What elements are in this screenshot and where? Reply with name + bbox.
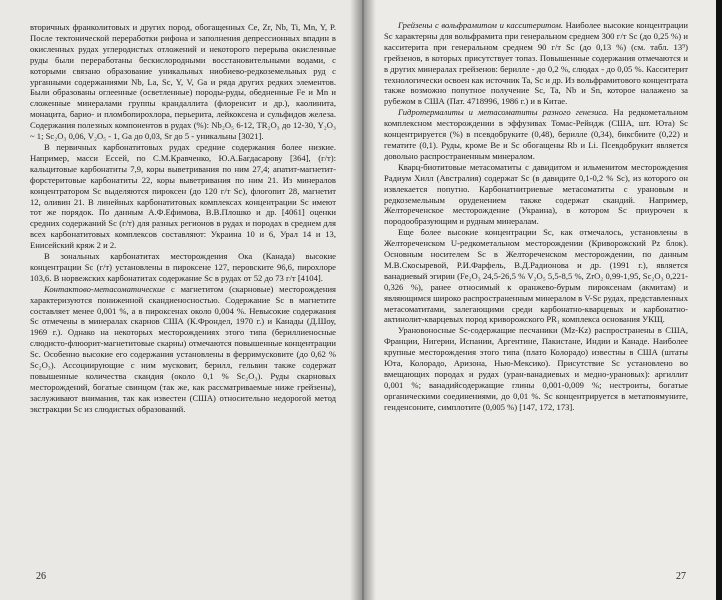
right-paragraph-2-lead: Гидротермалиты и метасоматиты разного генезиса.	[398, 107, 609, 118]
right-paragraph-2	[384, 107, 688, 162]
right-paragraph-2-body: На редкометальном комплексном месторождении в эффузивах Томас-Рейндж (США, шт. Юта) Sc концентрируется (%) в псевдобруките (0,48), берилле (0,34), биксбиите (0,22) и гематите (0,1). Руды, кроме Be и Sc обогащены Rb и Li. Псевдобрукит является довольно распространенным минералом.	[384, 107, 688, 161]
right-paragraph-5: Урановоносные Sc-содержащие песчаники (Mz-Kz) распространены в США, Франции, Нигерии, Испании, Аргентине, Пакистане, Индии и Канаде. Наиболее крупные месторождения этого типа (плато Колорадо) известны в США (штаты Юта, Колорадо, Аризона, Нью-Мексико). Присутствие Sc установлено во вмещающих породах и рудах (уран-ванадиевых и медно-урановых): аргиллит 0,001 %; ванадийсодержащие глины 0,001-0,009 %; нестроиты, богатые органическими соединениями, до 0,01 %. Sc концентрируется в метатюямуните, генденсоните, симплотите (0,005 %) [147, 172, 173].	[384, 325, 688, 412]
right-paragraph-3: Кварц-биотитовые метасоматиты с давидитом и ильменитом месторождения Радиум Хилл (Австралия) содержат Sc (в давидите 0,1-0,2 % Sc), из которого он извлекается попутно. Карбонатнитриевые метасоматиты с урановым и редкоземельным оруденением также содержат скандий. Например, Желтореченское месторождение (Украина), в котором Sc приурочен к породообразующим и рудным минералам.	[384, 161, 688, 227]
left-paragraph-4-body: с магнетитом (скарновые) месторождения характеризуются пониженной скандиеносностью. Содержание Sc в магнетите составляет менее 0,001 %, а в пироксенах около 0,004 %. Невысокие содержания Sc отмечены в минералах скарнов США (К.Фрондел, 1970 г.) и Канады (Д.Шоу, 1969 г.). Однако на некоторых месторождениях этого типа (бериллиеносные слюдисто-флюорит-магнетитовые скарны) отмечаются повышенные концентрации Sc. Особенно высокие его содержания установлены в ферримусковите (до 0,62 % Sc₂O₃). Ассоциирующие с ним мусковит, берилл, гельвин также содержат повышенные количества скандия (около 0,1 % Sc₂O₃). Руды скарновых месторождений, богатые свинцом (так же, как рассматриваемые ниже грейзены), заслуживают внимания, так как известен (США) относительно недорогой метод экстракции Sc из слюдистых образований.	[30, 283, 336, 414]
right-paragraph-1	[384, 20, 688, 107]
right-paragraph-1-lead: Грейзены с вольфрамитом и касситеритом.	[398, 20, 563, 30]
right-page-number: 27	[676, 571, 686, 582]
right-page	[362, 0, 722, 600]
right-paragraph-4: Еще более высокие концентрации Sc, как отмечалось, установлены в Желтореченском U-редкометальном месторождении (Криворожский Pz блок). Основным носителем Sc в Желтореченском месторождении, по данным М.В.Скосыревой, Р.И.Фарфель, В.Д.Радионова и др. (1991 г.), является ванадиевый эгирин (Fe₂O₃ 24,5-26,5 % V₂O₅ 5,5-8,5 %, ZrO₂ 0,99-1,95, Sc₂O₃ 0,221-0,326 %), ранее относимый к оранжево-бурым пироксенам (акмитам) и являющимся широко распространенным минералом в V-Sc рудах, представленных метасоматитами, залегающими среди карбонатно-кварцевых и карбонатно-актинолит-кварцевых пород криворожского PR₁ комплекса основания УКЩ.	[384, 227, 688, 325]
left-paragraph-4-lead: Контактово-метасоматические	[44, 283, 166, 294]
right-paragraph-1-body: Наиболее высокие концентрации Sc характерны для вольфрамита при генеральном среднем 300 г/т Sc (до 0,25 %) и касситерита при генеральном среднем 90 г/т Sc (до 0,13 %) (см. табл. 13⁹) грейзенов, в которых присутствует топаз. Повышенные содержания отмечаются и в других минералах грейзенов: берилле - до 0,2 %, слюдах - до 0,05 %. Касситерит технологически освоен как источник Ta, Sc и др. Из вольфрамитового концентрата также возможно попутное получение Sc, Ta, Nb и Sn, которое налажено за рубежом в США (Пат. 4718996, 1986 г.) и в Китае.	[384, 20, 688, 107]
left-page-text	[30, 22, 336, 415]
left-paragraph-2: В первичных карбонатитовых рудах средние содержания более низкие. Например, масси Ессей, по С.М.Кравченко, Ю.А.Багдасарову [364], (г/т): кальцитовые карбонатиты 7,9, коры выветривания по ним 27,4; апатит-магнетит-форстеритовые карбонатиты 22, коры выветривания по ним 21. Из минералов концентратором Sc выделяются пироксен (до 120 г/т Sc), флогопит 28, магнетит 12, оливин 21. В линейных карбонатитовых комплексах концентрации Sc имеют тот же порядок. По данным А.Ф.Ефимова, В.В.Плошко и др. [4061] оценки средних содержаний Sc (г/т) для разных регионов в рудах и породах в среднем для всех карбонатитовых комплексов составляют: Украина 10 и 6, Урал 14 и 13, Енисейский кряж 2 и 2.	[30, 141, 336, 251]
left-paragraph-1: вторичных франколитовых и других пород, обогащенных Ce, Zr, Nb, Ti, Mn, Y, P. После тектонической переработки рифона и заполнения депрессионных впадин в окисленных рудах углеродистых отложений и некоторого перерыва окисленные руды были переработаны бескислородными восстановительными водами, с которыми связано образование уникальных ниобиево-редкоземельных руд с урганными содержаниями Nb, La, Sc, Y, V, Ga и ряда других редких элементов. Были образованы оглеенные (осветленные) породы-руды, обедненные Fe и Mn и сложенные минералами группы крандаллита (флоренсит и др.), каолинита, монацита, барио- и пломбопирохлора, перьерита, лейкоксена и сульфидов железа. Содержания полезных компонентов в рудах (%): Nb₂O₅ 6-12, TR₂O₃ до 12-30, Y₂O₃ ~ 1; Sc₂O₃ 0,06, V₂O₅ - 1, Ga до 0,03, Sr до 5 - уникальны [3021].	[30, 22, 336, 142]
left-page-number: 26	[36, 571, 46, 582]
left-paragraph-3: В зональных карбонатитах месторождения Ока (Канада) высокие концентрации Sc (г/т) установлены в пироксене 127, перовските 96,6, пирохлоре 103,6. В норвежских карбонатитах содержание Sc в рудах от 52 до 73 г/т [4104].	[30, 251, 336, 283]
left-paragraph-4	[30, 284, 336, 415]
scan-edge	[716, 0, 722, 600]
right-page-text	[384, 20, 688, 413]
